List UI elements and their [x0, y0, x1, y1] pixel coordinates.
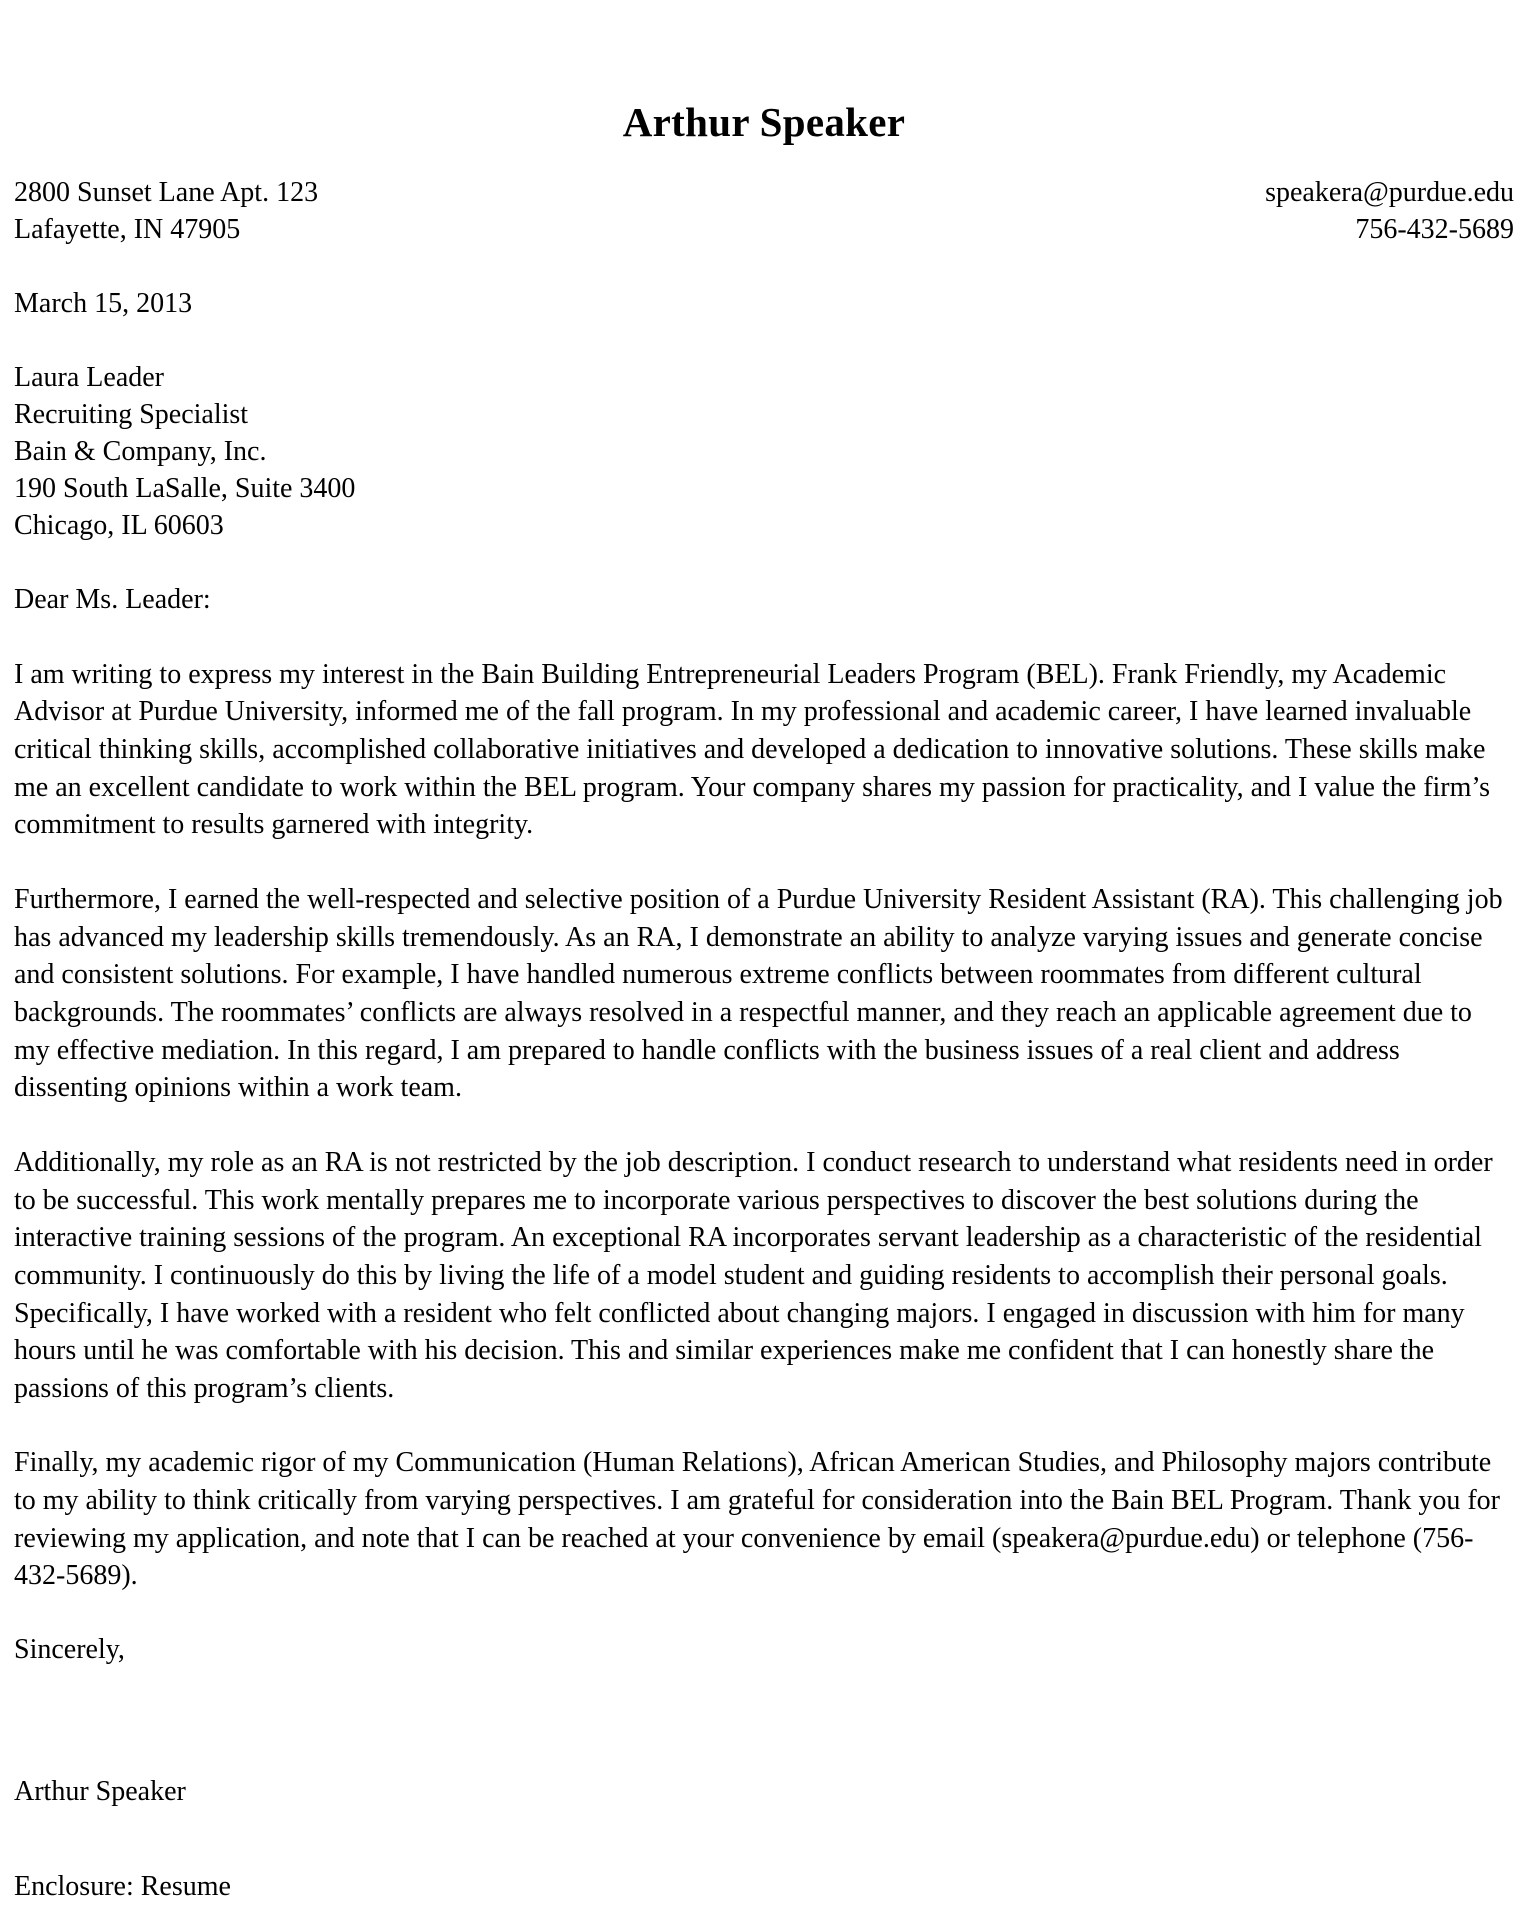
recipient-street: 190 South LaSalle, Suite 3400 [14, 472, 356, 504]
page-title: Arthur Speaker [622, 99, 906, 145]
body-paragraph-1: I am writing to express my interest in the Bain Building Entrepreneurial Leaders Program (BEL). Frank Friendly, my Academic Advisor at Purdue University, informed me of the fall program. In my professional and academic career, I have learned invaluable critical thinking skills, accomplished collaborative initiatives and developed a dedication to innovative solutions. These skills make me an excellent candidate to work within the BEL program. Your company shares my passion for practicality, and I value the firm’s commitment to results garnered with integrity. [14, 658, 1491, 841]
body-paragraph-2: Furthermore, I earned the well-respected and selective position of a Purdue University Resident Assistant (RA). This challenging job has advanced my leadership skills tremendously. As an RA, I demonstrate an ability to analyze varying issues and generate concise and consistent solutions. For example, I have handled numerous extreme conflicts between roommates from different cultural backgrounds. The roommates’ conflicts are always resolved in a respectful manner, and they reach an applicable agreement due to my effective mediation. In this regard, I am prepared to handle conflicts with the business issues of a real client and address dissenting opinions within a work team. [14, 883, 1503, 1104]
sender-contact-block [1265, 175, 1514, 249]
closing-salutation: Sincerely, [14, 1634, 125, 1666]
recipient-company: Bain & Company, Inc. [14, 435, 267, 467]
sender-email[interactable]: speakera@purdue.edu [1265, 177, 1514, 209]
letterhead-address-row [14, 175, 1514, 249]
body-paragraph-4: Finally, my academic rigor of my Communication (Human Relations), African American Studies, and Philosophy majors contribute to my ability to think critically from varying perspectives. I am grateful for consideration into the Bain BEL Program. Thank you for reviewing my application, and note that I can be reached at your convenience by email (speakera@purdue.edu) or telephone (756-432-5689). [14, 1447, 1500, 1592]
recipient-city-state-zip: Chicago, IL 60603 [14, 509, 224, 541]
body-paragraph-3: Additionally, my role as an RA is not restricted by the job description. I conduct research to understand what residents need in order to be successful. This work mentally prepares me to incorporate various perspectives to discover the best solutions during the interactive training sessions of the program. An exceptional RA incorporates servant leadership as a characteristic of the residential community. I continuously do this by living the life of a model student and guiding residents to accomplish their personal goals. Specifically, I have worked with a resident who felt conflicted about changing majors. I engaged in discussion with him for many hours until he was comfortable with his decision. This and similar experiences make me confident that I can honestly share the passions of this program’s clients. [14, 1146, 1493, 1404]
recipient-address-block [14, 360, 1514, 545]
sender-city-state-zip: Lafayette, IN 47905 [14, 214, 241, 246]
enclosure-note: Enclosure: Resume [14, 1871, 231, 1903]
recipient-name: Laura Leader [14, 361, 164, 393]
sender-street: 2800 Sunset Lane Apt. 123 [14, 177, 319, 209]
letter-date: March 15, 2013 [14, 288, 193, 319]
sender-phone: 756-432-5689 [1355, 214, 1514, 246]
salutation: Dear Ms. Leader: [14, 583, 211, 615]
recipient-title: Recruiting Specialist [14, 398, 249, 430]
signature-name: Arthur Speaker [14, 1776, 186, 1808]
sender-address-block [14, 175, 318, 249]
